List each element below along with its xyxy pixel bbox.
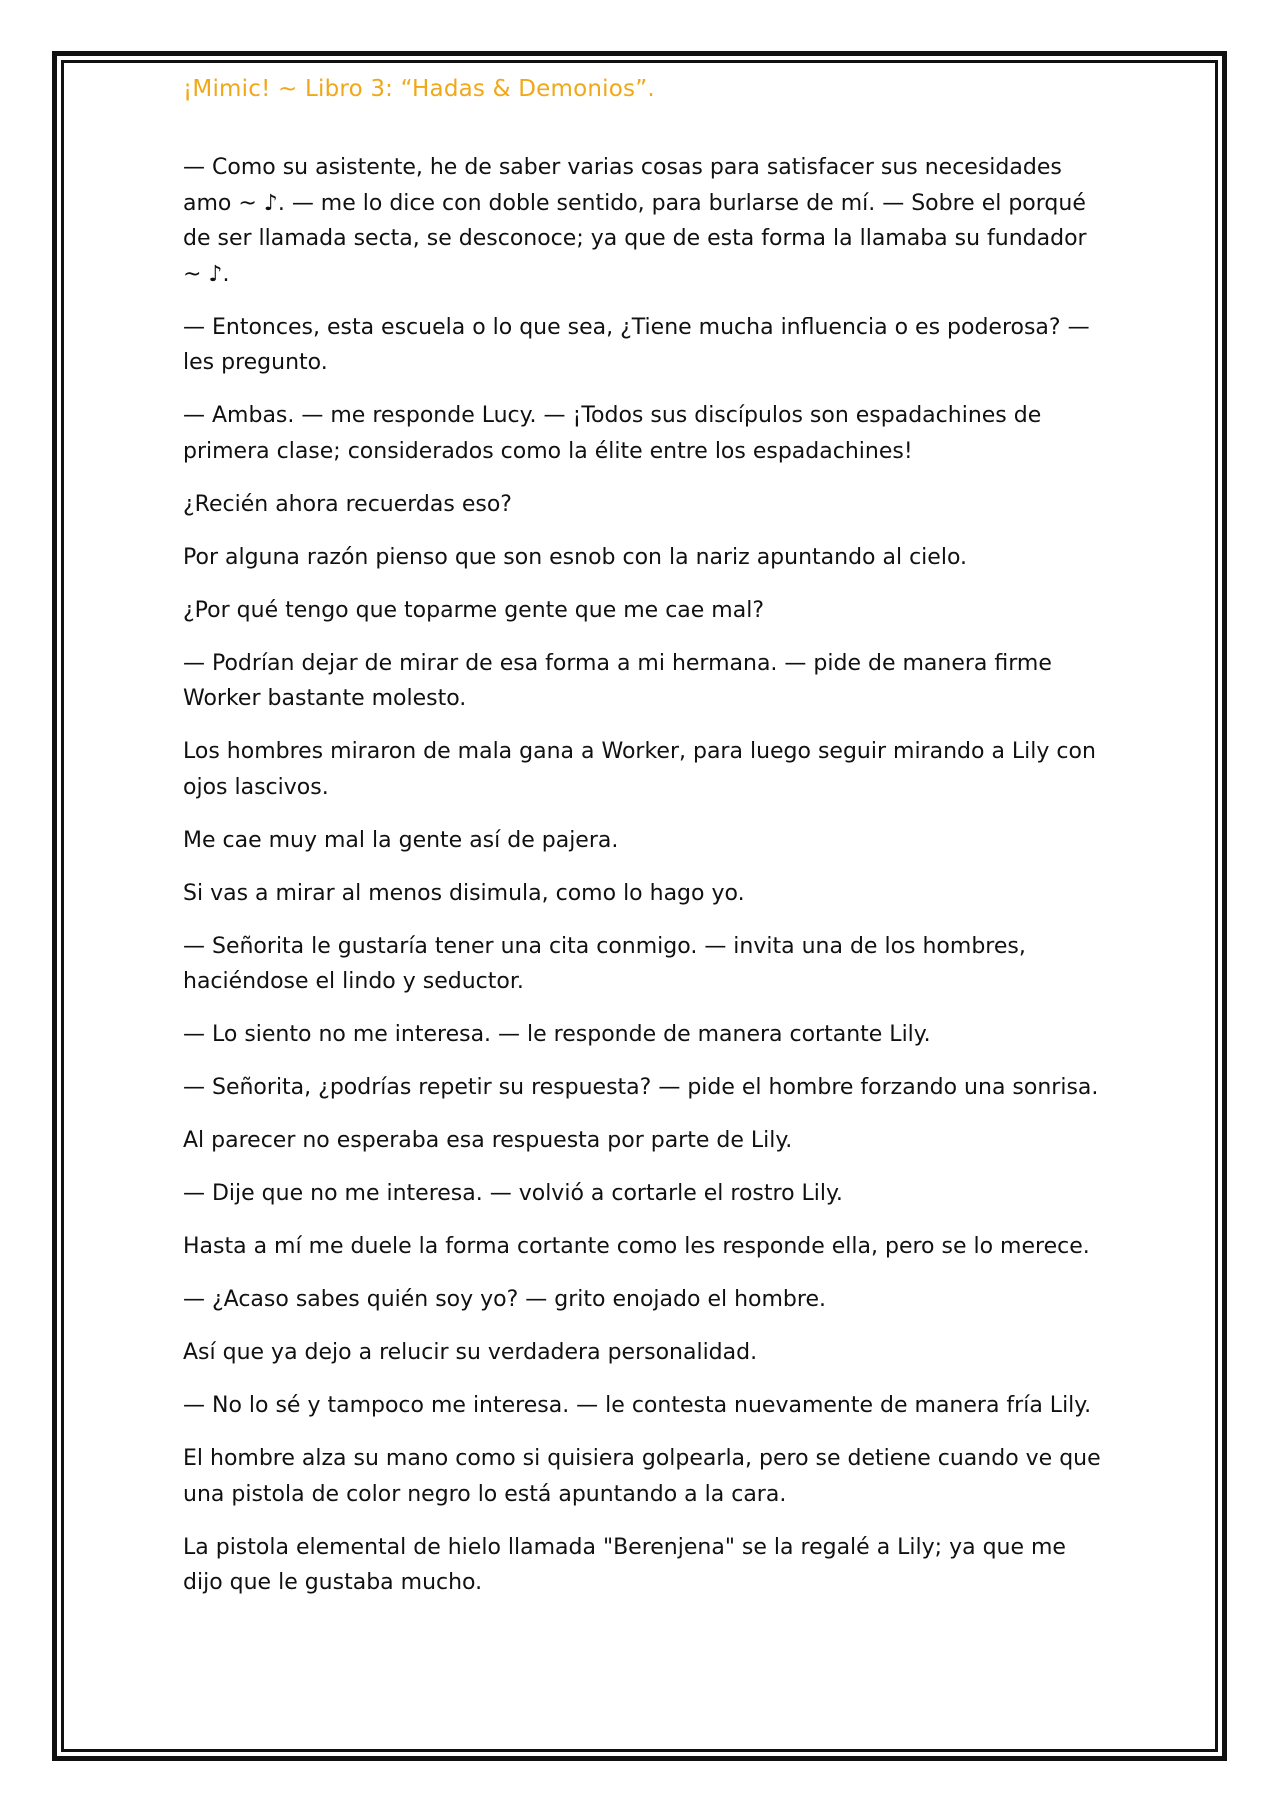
paragraph: — Podrían dejar de mirar de esa forma a mi hermana. — pide de manera firme Worker bastante molesto.	[183, 650, 1052, 711]
paragraph: — Entonces, esta escuela o lo que sea, ¿Tiene mucha influencia o es poderosa? — les pregunto.	[183, 314, 1090, 375]
paragraph: Por alguna razón pienso que son esnob con la nariz apuntando al cielo.	[183, 544, 968, 570]
paragraph: ¿Recién ahora recuerdas eso?	[183, 491, 512, 517]
paragraph: Si vas a mirar al menos disimula, como lo hago yo.	[183, 880, 745, 906]
paragraph: Me cae muy mal la gente así de pajera.	[183, 827, 619, 853]
paragraph: — Señorita le gustaría tener una cita conmigo. — invita una de los hombres, haciéndose el lindo y seductor.	[183, 933, 1026, 994]
paragraph: Los hombres miraron de mala gana a Worker, para luego seguir mirando a Lily con ojos lascivos.	[183, 739, 1096, 800]
paragraph: — Como su asistente, he de saber varias cosas para satisfacer sus necesidades amo ~ ♪. — me lo dice con doble sentido, para burlarse de mí. — Sobre el porqué de ser llamada secta, se desconoce; ya que de esta forma la llamaba su fundador ~ ♪.	[183, 155, 1087, 287]
body-text	[183, 150, 1103, 1618]
paragraph: — Ambas. — me responde Lucy. — ¡Todos sus discípulos son espadachines de primera clase; considerados como la élite entre los espadachines!	[183, 403, 1042, 464]
paragraph: El hombre alza su mano como si quisiera golpearla, pero se detiene cuando ve que una pistola de color negro lo está apuntando a la cara.	[183, 1446, 1101, 1507]
paragraph: Hasta a mí me duele la forma cortante como les responde ella, pero se lo merece.	[183, 1234, 1090, 1259]
paragraph: — Dije que no me interesa. — volvió a cortarle el rostro Lily.	[183, 1181, 843, 1206]
paragraph: — Lo siento no me interesa. — le responde de manera cortante Lily.	[183, 1022, 931, 1047]
paragraph: — No lo sé y tampoco me interesa. — le contesta nuevamente de manera fría Lily.	[183, 1393, 1092, 1418]
paragraph: Así que ya dejo a relucir su verdadera personalidad.	[183, 1340, 758, 1365]
paragraph: Al parecer no esperaba esa respuesta por parte de Lily.	[183, 1128, 793, 1153]
paragraph: ¿Por qué tengo que toparme gente que me cae mal?	[183, 597, 765, 623]
paragraph: — Señorita, ¿podrías repetir su respuesta? — pide el hombre forzando una sonrisa.	[183, 1075, 1099, 1100]
paragraph: La pistola elemental de hielo llamada "Berenjena" se la regalé a Lily; ya que me dijo que le gustaba mucho.	[183, 1534, 1066, 1595]
paragraph: — ¿Acaso sabes quién soy yo? — grito enojado el hombre.	[183, 1287, 826, 1312]
running-header: ¡Mimic! ~ Libro 3: “Hadas & Demonios”.	[183, 76, 655, 102]
